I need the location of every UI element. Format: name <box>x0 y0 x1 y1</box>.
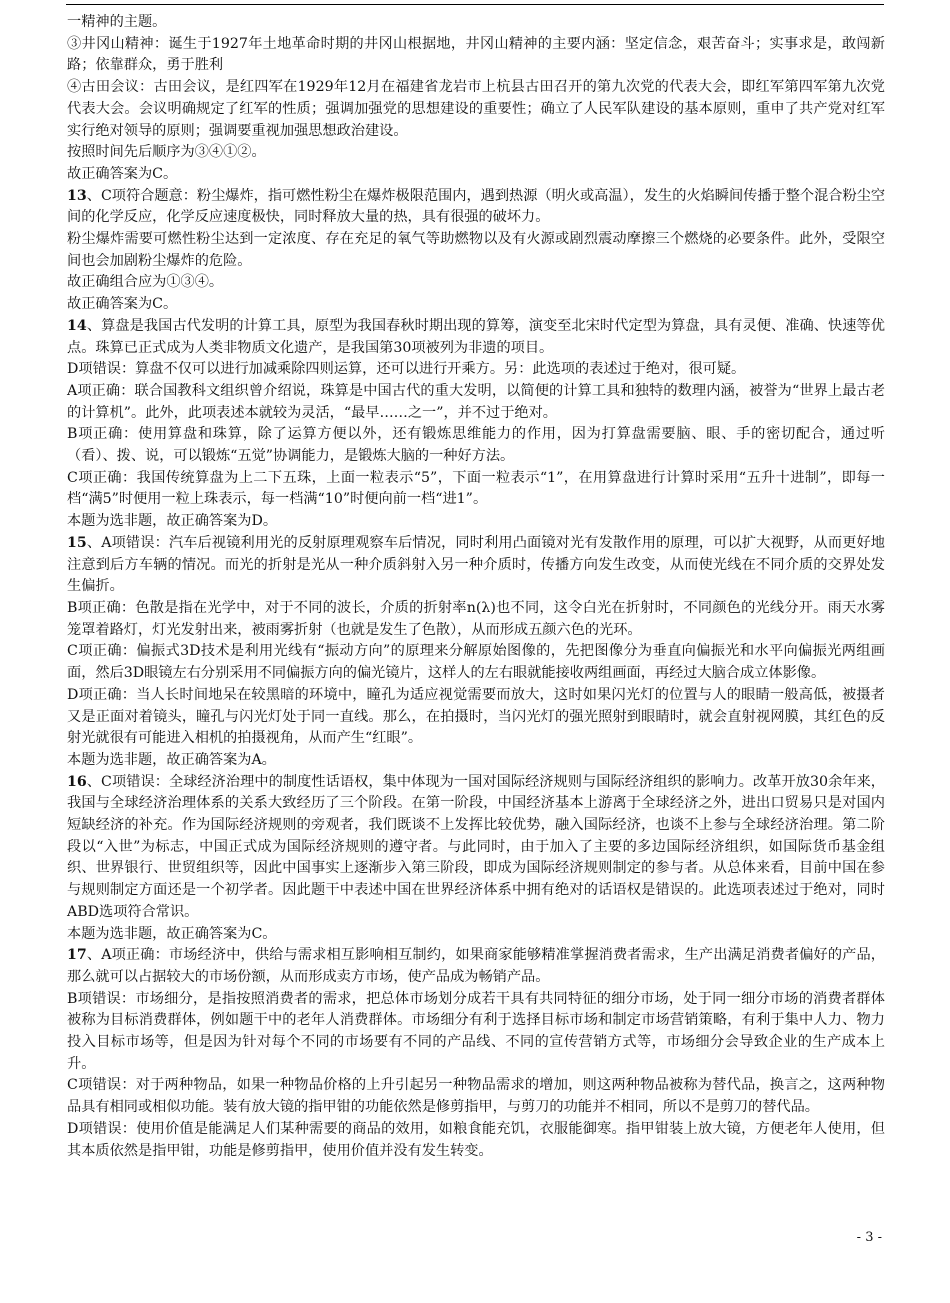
paragraph <box>67 316 885 359</box>
paragraph <box>67 424 885 467</box>
paragraph-text: 、A项错误：汽车后视镜利用光的反射原理观察车后情况，同时利用凸面镜对光有发散作用的原理，可以扩大视野，从而更好地注意到后方车辆的情况。而光的折射是光从一种介质斜射入另一种介质时，传播方向发生改变，从而使光线在不同介质的交界处发生偏折。 <box>67 534 885 595</box>
question-number: 15 <box>67 534 87 551</box>
paragraph <box>67 186 885 229</box>
paragraph-text: 、C项错误：全球经济治理中的制度性话语权，集中体现为一国对国际经济规则与国际经济组织的影响力。改革开放30余年来，我国与全球经济治理体系的关系大致经历了三个阶段。在第一阶段，中国经济基本上游离于全球经济之外，进出口贸易只是对国内短缺经济的补充。作为国际经济规则的旁观者，我们既谈不上发挥比较优势，融入国际经济，也谈不上参与全球经济治理。第二阶段以“入世”为标志，中国正式成为国际经济规则的遵守者。与此同时，由于加入了主要的多边国际经济组织，如国际货币基金组织、世界银行、世贸组织等，因此中国事实上逐渐步入第三阶段，即成为国际经济规则制定的参与者。从总体来看，目前中国在参与规则制定方面还是一个初学者。因此题干中表述中国在世界经济体系中拥有绝对的话语权是错误的。此选项表述过于绝对，同时ABD选项符合常识。 <box>67 773 885 920</box>
paragraph-text: 本题为选非题，故正确答案为D。 <box>67 513 278 530</box>
question-number: 14 <box>67 317 87 334</box>
paragraph <box>67 359 885 381</box>
paragraph <box>67 272 885 294</box>
question-number: 13 <box>67 187 87 204</box>
question-number: 16 <box>67 773 87 790</box>
paragraph <box>67 945 885 988</box>
paragraph <box>67 164 885 186</box>
paragraph-text: 按照时间先后顺序为③④①②。 <box>67 144 266 161</box>
paragraph-text: ③井冈山精神：诞生于1927年土地革命时期的井冈山根据地，井冈山精神的主要内涵：坚定信念，艰苦奋斗；实事求是，敢闯新路；依靠群众，勇于胜利 <box>67 35 885 74</box>
paragraph <box>67 533 885 598</box>
paragraph <box>67 750 885 772</box>
paragraph <box>67 1075 885 1118</box>
paragraph-text: C项正确：偏振式3D技术是利用光线有“振动方向”的原理来分解原始图像的，先把图像分为垂直向偏振光和水平向偏振光两组画面，然后3D眼镜左右分别采用不同偏振方向的偏光镜片，这样人的左右眼就能接收两组画面，再经过大脑合成立体影像。 <box>67 643 885 682</box>
paragraph <box>67 142 885 164</box>
paragraph-text: B项正确：使用算盘和珠算，除了运算方便以外，还有锻炼思维能力的作用，因为打算盘需要脑、眼、手的密切配合，通过听（看）、拨、说，可以锻炼“五觉”协调能力，是锻炼大脑的一种好方法。 <box>67 426 885 465</box>
paragraph-text: D项错误：使用价值是能满足人们某种需要的商品的效用，如粮食能充饥，衣服能御寒。指甲钳装上放大镜，方便老年人使用，但其本质依然是指甲钳，功能是修剪指甲，使用价值并没有发生转变。 <box>67 1120 885 1159</box>
question-number: 17 <box>67 947 87 964</box>
paragraph <box>67 34 885 77</box>
paragraph-text: 本题为选非题，故正确答案为C。 <box>67 925 277 942</box>
paragraph <box>67 772 885 924</box>
paragraph <box>67 77 885 142</box>
paragraph <box>67 511 885 533</box>
paragraph <box>67 468 885 511</box>
paragraph-text: 本题为选非题，故正确答案为A。 <box>67 751 276 768</box>
paragraph-text: A项正确：联合国教科文组织曾介绍说，珠算是中国古代的重大发明，以简便的计算工具和独特的数理内涵，被誉为“世界上最古老的计算机”。此外，此项表述本就较为灵活，“最早……之一”，并不过于绝对。 <box>67 382 885 421</box>
paragraph <box>67 685 885 750</box>
paragraph-text: 一精神的主题。 <box>67 14 167 30</box>
document-body <box>67 12 885 1162</box>
paragraph <box>67 12 885 34</box>
paragraph-text: 、C项符合题意：粉尘爆炸，指可燃性粉尘在爆炸极限范围内，遇到热源（明火或高温），发生的火焰瞬间传播于整个混合粉尘空间的化学反应，化学反应速度极快，同时释放大量的热，具有很强的破坏力。 <box>67 187 886 226</box>
paragraph-text: 粉尘爆炸需要可燃性粉尘达到一定浓度、存在充足的氧气等助燃物以及有火源或剧烈震动摩擦三个燃烧的必要条件。此外，受限空间也会加剧粉尘爆炸的危险。 <box>67 231 885 269</box>
paragraph <box>67 924 885 946</box>
header-rule <box>66 4 884 5</box>
paragraph <box>67 381 885 424</box>
paragraph <box>67 294 885 316</box>
paragraph-text: C项错误：对于两种物品，如果一种物品价格的上升引起另一种物品需求的增加，则这两种物品被称为替代品，换言之，这两种物品具有相同或相似功能。装有放大镜的指甲钳的功能依然是修剪指甲，与剪刀的功能并不相同，所以不是剪刀的替代品。 <box>67 1077 885 1116</box>
paragraph <box>67 989 885 1076</box>
paragraph <box>67 1119 885 1162</box>
paragraph-text: D项正确：当人长时间地呆在较黑暗的环境中，瞳孔为适应视觉需要而放大，这时如果闪光灯的位置与人的眼睛一般高低，被摄者又是正面对着镜头，瞳孔与闪光灯处于同一直线。那么，在拍摄时，当闪光灯的强光照射到眼睛时，就会直射视网膜，其红色的反射光就很有可能进入相机的拍摄视角，从而产生“红眼”。 <box>67 686 885 747</box>
paragraph-text: 故正确组合应为①③④。 <box>67 274 224 291</box>
paragraph-text: 、算盘是我国古代发明的计算工具，原型为我国春秋时期出现的算筹，演变至北宋时代定型为算盘，具有灵便、准确、快速等优点。珠算已正式成为人类非物质文化遗产，是我国第30项被列为非遗的项目。 <box>67 317 885 356</box>
paragraph <box>67 641 885 684</box>
paragraph-text: ④古田会议：古田会议，是红四军在1929年12月在福建省龙岩市上杭县古田召开的第九次党的代表大会，即红军第四军第九次党代表大会。会议明确规定了红军的性质；强调加强党的思想建设的重要性；确立了人民军队建设的基本原则，重申了共产党对红军实行绝对领导的原则；强调要重视加强思想政治建设。 <box>67 79 885 139</box>
paragraph <box>67 598 885 641</box>
paragraph-text: B项错误：市场细分，是指按照消费者的需求，把总体市场划分成若干具有共同特征的细分市场，处于同一细分市场的消费者群体被称为目标消费群体，例如题干中的老年人消费群体。市场细分有利于选择目标市场和制定市场营销策略，有利于集中人力、物力投入目标市场等，但是因为针对每个不同的市场要有不同的产品线、不同的宣传营销方式等，市场细分会导致企业的生产成本上升。 <box>67 990 885 1072</box>
paragraph <box>67 229 885 272</box>
paragraph-text: D项错误：算盘不仅可以进行加减乘除四则运算，还可以进行开乘方。另：此选项的表述过于绝对，很可疑。 <box>67 361 746 378</box>
page-number: - 3 - <box>856 1230 882 1245</box>
paragraph-text: C项正确：我国传统算盘为上二下五珠，上面一粒表示“5”，下面一粒表示“1”，在用算盘进行计算时采用“五升十进制”，即每一档“满5”时便用一粒上珠表示，每一档满“10”时便向前一档“进1”。 <box>67 469 885 508</box>
paragraph-text: B项正确：色散是指在光学中，对于不同的波长，介质的折射率n(λ)也不同，这令白光在折射时，不同颜色的光线分开。雨天水雾笼罩着路灯，灯光发射出来，被雨雾折射（也就是发生了色散），从而形成五颜六色的光环。 <box>67 599 885 638</box>
paragraph-text: 故正确答案为C。 <box>67 296 178 313</box>
paragraph-text: 、A项正确：市场经济中，供给与需求相互影响相互制约，如果商家能够精准掌握消费者需求，生产出满足消费者偏好的产品，那么就可以占据较大的市场份额，从而形成卖方市场，使产品成为畅销产品。 <box>67 947 885 985</box>
paragraph-text: 故正确答案为C。 <box>67 165 178 182</box>
